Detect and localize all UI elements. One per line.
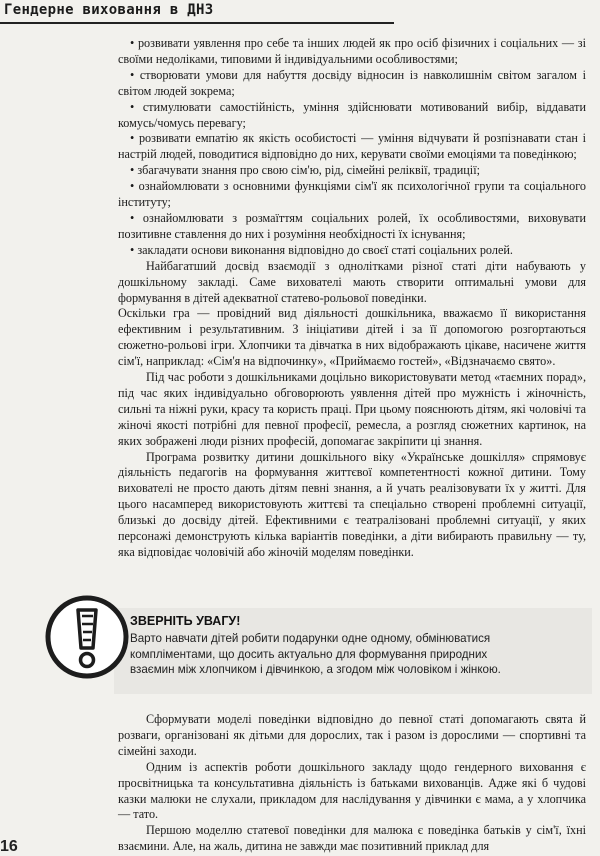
bullet-icon <box>130 211 143 225</box>
paragraph: Сформувати моделі поведінки відповідно до певної статі допомагають свята й розваги, організовані як дітьми для дорослих, так і разом із дорослими — спортивні та сімейні заходи. <box>118 712 586 758</box>
bullet-item: • розвивати уявлення про себе та інших людей як про осіб фізичних і соціальних — зі своїми недоліками, типовими й індивідуальними особливостями; <box>118 36 586 68</box>
header-title: Гендерне виховання в ДНЗ <box>4 2 214 18</box>
paragraph: Найбагатший досвід взаємодії з однолітками різної статі діти набувають у дошкільному закладі. Саме вихователі мають створити оптимальні умови для формування в дітей адекватної статево-рольової поведінки. <box>118 258 586 305</box>
bullet-item: • ознайомлювати з розмаїттям соціальних ролей, їх особливостями, виховувати позитивне ставлення до них і розуміння необхідності їх існування; <box>118 211 586 243</box>
attention-callout <box>44 594 592 698</box>
paragraph: Першою моделлю статевої поведінки для малюка є поведінка батьків у сім'ї, їхні взаємини. Але, на жаль, дитина не завжди має позитивний приклад для <box>118 823 586 854</box>
bullet-item: • ознайомлювати з основними функціями сім'ї як психологічної групи та соціального інституту; <box>118 179 586 211</box>
bullet-item: • стимулювати самостійність, уміння здійснювати мотивований вибір, віддавати комусь/чомусь перевагу; <box>118 100 586 132</box>
bullet-icon <box>130 36 138 50</box>
bullet-item: • збагачувати знання про свою сім'ю, рід, сімейні реліквії, традиції; <box>118 163 586 179</box>
bullet-item: • розвивати емпатію як якість особистості — уміння відчувати й розпізнавати стан і настрій людей, поводитися відповідно до них, керувати своїми емоціями та поведінкою; <box>118 131 586 163</box>
bullet-icon <box>130 179 139 193</box>
bullet-icon <box>130 131 139 145</box>
running-header <box>0 0 394 24</box>
paragraph: Оскільки гра — провідний вид діяльності дошкільника, вважаємо її використання ефективним і результативним. З ініціативи дітей і за її допомогою розгортаються сюжетно-рольові ігри. Хлопчики та дівчатка в них відображають цікаве, насичене життя сім'ї, наприклад: «Сім'я на відпочинку», «Приймаємо гостей», «Відзначаємо свято». <box>118 306 586 369</box>
bullet-item: • закладати основи виконання відповідно до своєї статі соціальних ролей. <box>118 243 586 259</box>
bullet-item: • створювати умови для набуття досвіду відносин із навколишнім світом загалом і світом людей зокрема; <box>118 68 586 100</box>
main-text-continued <box>118 712 586 855</box>
exclamation-icon <box>44 594 130 680</box>
page-number: 16 <box>0 838 18 855</box>
main-text <box>118 36 586 561</box>
bullet-icon <box>130 68 140 82</box>
paragraph: Одним із аспектів роботи дошкільного закладу щодо гендерного виховання є просвітницька та консультативна діяльність із батьками вихованців. Адже які б чудові казки малюки не слухали, прикладом для наслідування у дівчинки є мама, а у хлопчика — тато. <box>118 759 586 822</box>
bullet-icon <box>130 100 143 114</box>
paragraph: Під час роботи з дошкільниками доцільно використовувати метод «таємних порад», під час яких індивідуально обговорюють уявлення дітей про мужність і жіночність, сильні та ніжні руки, красу та користь праці. При цьому пояснюють дітям, які чоловічі та жіночі якості потрібні для певної професії, ремесла, а розгляд сюжетних картинок, на яких зображені люди різних професій, допомагає закріпити ці знання. <box>118 370 586 448</box>
callout-title: ЗВЕРНІТЬ УВАГУ! <box>130 614 241 628</box>
paragraph: Програма розвитку дитини дошкільного віку «Українське дошкілля» спрямовує діяльність педагогів на формування життєвої компетентності кожної дитини. Тому вихователі не просто дають дітям певні знання, а й учать реалізовувати їх у житті. Для цього насамперед використовують життєві та спеціально створені проблемні ситуації, близькі до досвіду дітей. Ефективними є театралізовані проблемні ситуації, у яких персонажі демонструють кілька варіантів поведінки, а діти вибирають правильну — ту, яка відповідає чоловічій або жіночій моделям поведінки. <box>118 449 586 559</box>
callout-text: Варто навчати дітей робити подарунки одне одному, обмінюватися компліментами, що досить актуально для формування природних взаємин між хлопчиком і дівчинкою, а згодом між чоловіком і жінкою. <box>130 632 501 676</box>
